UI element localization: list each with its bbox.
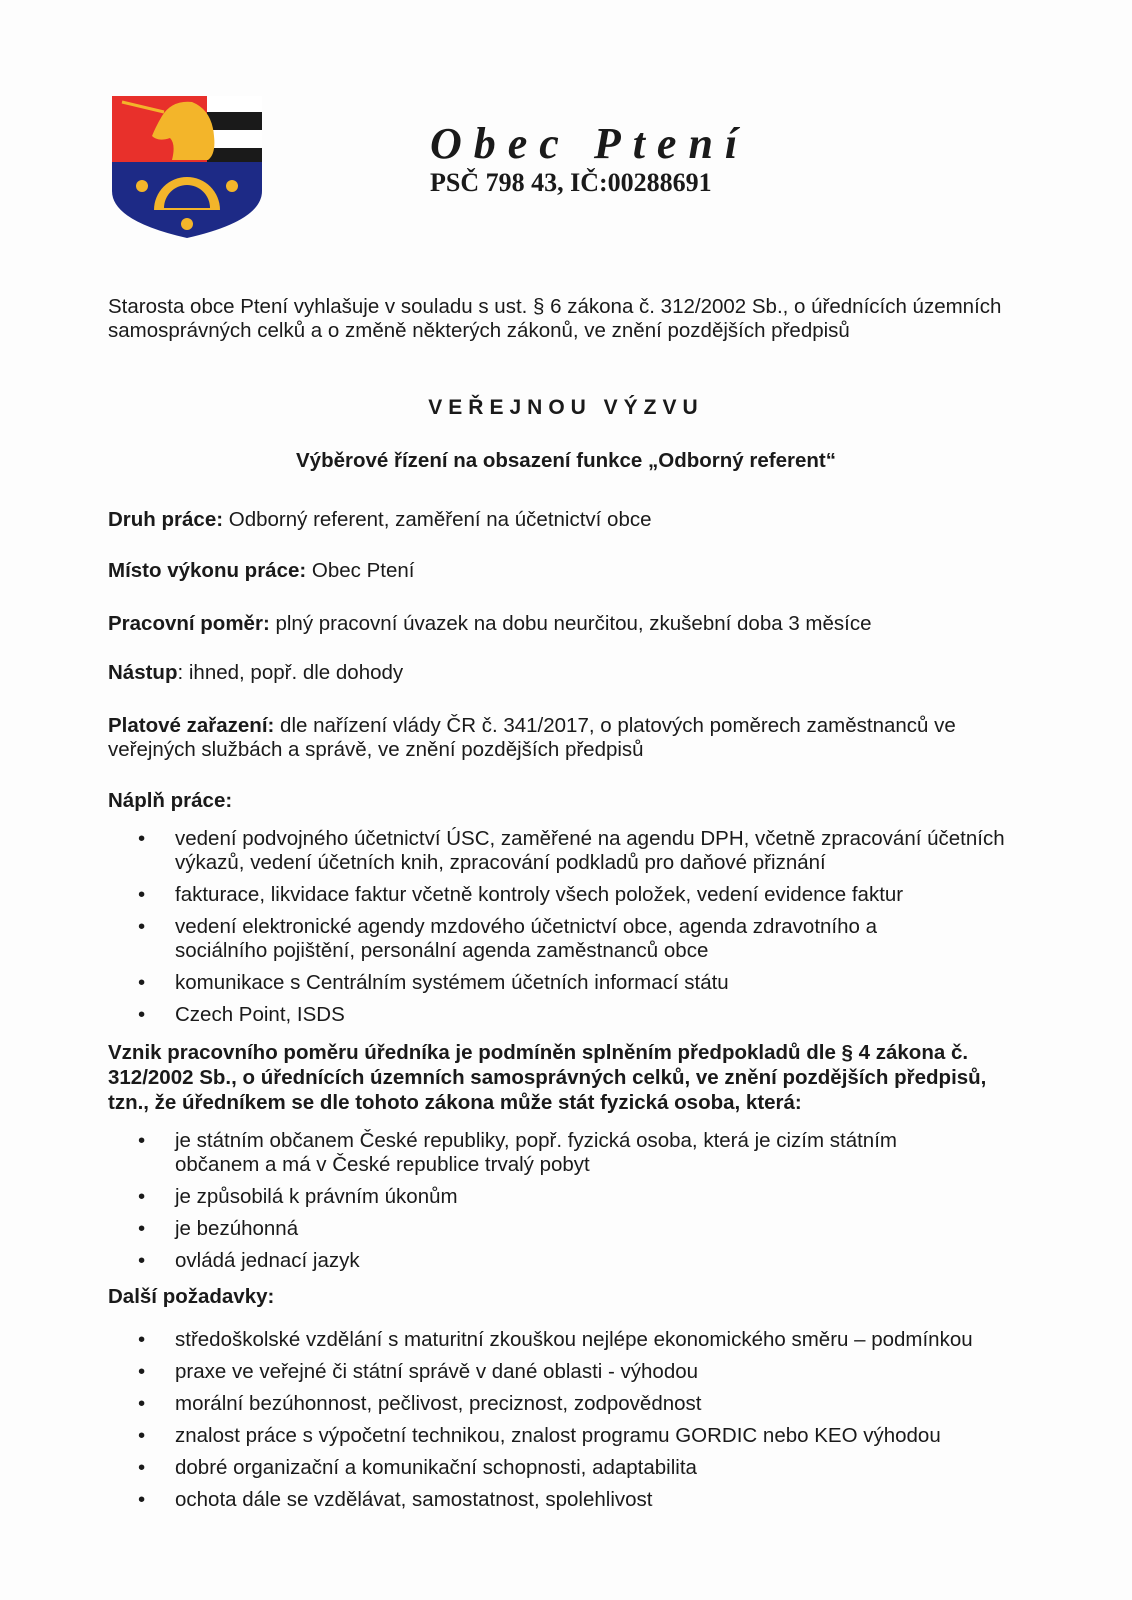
subheading: Výběrové řízení na obsazení funkce „Odborný referent“ <box>296 449 836 472</box>
list-item: • Czech Point, ISDS <box>108 1003 1008 1027</box>
requirements-list <box>108 1328 1108 1520</box>
duties-title: Náplň práce: <box>108 789 233 812</box>
list-item: • je bezúhonná <box>108 1217 978 1241</box>
field-salary: Platové zařazení: dle nařízení vlády ČR č. 341/2017, o platových poměrech zaměstnanců ve veřejných službách a správě, ve znění pozdějších předpisů <box>108 714 956 761</box>
duties-list <box>108 827 1008 1035</box>
municipality-address: PSČ 798 43, IČ:00288691 <box>430 168 712 197</box>
list-item: • morální bezúhonnost, pečlivost, preciznost, zodpovědnost <box>108 1392 1108 1416</box>
field-start: Nástup: ihned, popř. dle dohody <box>108 661 404 684</box>
intro-text: Starosta obce Ptení vyhlašuje v souladu s ust. § 6 zákona č. 312/2002 Sb., o úřednících územních samosprávných celků a o změně některých zákonů, ve znění pozdějších předpisů <box>108 295 1002 342</box>
field-employment: Pracovní poměr: plný pracovní úvazek na dobu neurčitou, zkušební doba 3 měsíce <box>108 612 872 635</box>
list-item: • je státním občanem České republiky, popř. fyzická osoba, která je cizím státním občanem a má v České republice trvalý pobyt <box>108 1129 978 1177</box>
field-workplace: Místo výkonu práce: Obec Ptení <box>108 559 415 582</box>
list-item: • dobré organizační a komunikační schopnosti, adaptabilita <box>108 1456 1108 1480</box>
list-item: • ovládá jednací jazyk <box>108 1249 978 1273</box>
list-item: • znalost práce s výpočetní technikou, znalost programu GORDIC nebo KEO výhodou <box>108 1424 1108 1448</box>
field-work-type: Druh práce: Odborný referent, zaměření na účetnictví obce <box>108 508 652 531</box>
list-item: • je způsobilá k právním úkonům <box>108 1185 978 1209</box>
municipality-name: Obec Ptení <box>430 119 750 168</box>
list-item: • fakturace, likvidace faktur včetně kontroly všech položek, vedení evidence faktur <box>108 883 1008 907</box>
requirements-title: Další požadavky: <box>108 1285 275 1308</box>
list-item: • komunikace s Centrálním systémem účetních informací státu <box>108 971 1008 995</box>
list-item: • ochota dále se vzdělávat, samostatnost, spolehlivost <box>108 1488 1108 1512</box>
list-item: • vedení elektronické agendy mzdového účetnictví obce, agenda zdravotního a sociálního pojištění, personální agenda zaměstnanců obce <box>108 915 1008 963</box>
list-item: • středoškolské vzdělání s maturitní zkouškou nejlépe ekonomického směru – podmínkou <box>108 1328 1108 1352</box>
heading: VEŘEJNOU VÝZVU <box>428 396 704 419</box>
conditions-list <box>108 1129 978 1281</box>
list-item: • praxe ve veřejné či státní správě v dané oblasti - výhodou <box>108 1360 1108 1384</box>
list-item: • vedení podvojného účetnictví ÚSC, zaměřené na agendu DPH, včetně zpracování účetních výkazů, vedení účetních knih, zpracování podkladů pro daňové přiznání <box>108 827 1008 875</box>
conditions-title: Vznik pracovního poměru úředníka je podmíněn splněním předpokladů dle § 4 zákona č. 312/2002 Sb., o úřednících územních samosprávných celků, ve znění pozdějších předpisů, tzn., že úředníkem se dle tohoto zákona může stát fyzická osoba, která: <box>108 1041 987 1114</box>
